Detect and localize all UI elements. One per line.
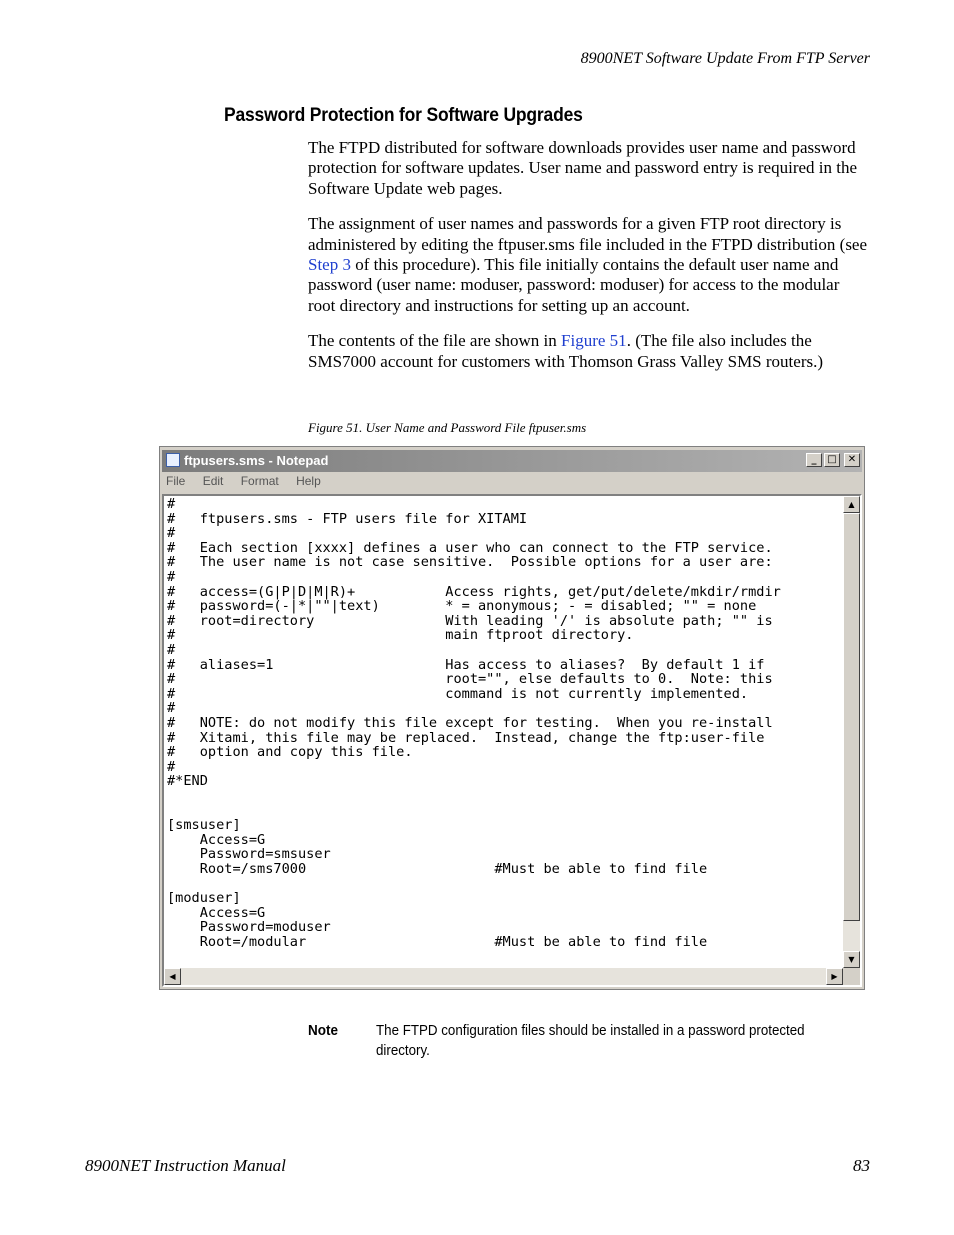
horizontal-scrollbar[interactable] — [164, 968, 843, 985]
note-text: The FTPD configuration files should be installed in a password protected directory. — [376, 1023, 805, 1059]
paragraph-2 — [308, 214, 870, 316]
running-header: 8900NET Software Update From FTP Server — [580, 50, 870, 67]
figure-caption: Figure 51. User Name and Password File ftpuser.sms — [308, 420, 587, 435]
vertical-scroll-thumb[interactable] — [843, 513, 860, 921]
page-number: 83 — [853, 1156, 870, 1175]
menu-help[interactable]: Help — [296, 474, 321, 488]
scroll-right-icon[interactable]: ▶ — [826, 968, 843, 985]
paragraph-3-text-b: . (The file also includes the SMS7000 account for customers with Thomson Grass Valley SMS routers.) — [308, 331, 824, 371]
minimize-icon[interactable]: _ — [806, 453, 822, 467]
menu-edit[interactable]: Edit — [202, 474, 224, 488]
file-contents[interactable]: # # ftpusers.sms - FTP users file for XITAMI # # Each section [xxxx] defines a user who can connect to the FTP service. # The user name is not case sensitive. Possible options for a user are: # # access=(G|P|D|M|R)+ Access rights, get/put/delete/mkdir/rmdir # password=(-|*|""|text) * = anonymous; - = disabled; "" = none # root=directory With leading '/' is absolute path; "" is # main ftproot directory. # # aliases=1 Has access to aliases? By default 1 if # root="", else defaults to 0. Note: this # command is not currently implemented. # # NOTE: do not modify this file except for testing. When you re-install # Xitami, this file may be replaced. Instead, change the ftp:user-file # option and copy this file. # #*END [smsuser] Access=G Password=smsuser Root=/sms7000 #Must be able to find file [moduser] Access=G Password=moduser Root=/modular #Must be able to find file — [167, 496, 781, 950]
note-label: Note — [308, 1022, 339, 1039]
vertical-scrollbar[interactable] — [843, 496, 860, 968]
notepad-window — [159, 446, 865, 990]
scroll-up-icon[interactable]: ▲ — [843, 496, 860, 513]
notepad-title: ftpusers.sms - Notepad — [184, 453, 329, 468]
body-text — [308, 138, 870, 387]
paragraph-3-text-a: The contents of the file are shown in — [308, 331, 562, 351]
menu-file[interactable]: File — [166, 474, 186, 488]
figure-51-link[interactable]: Figure 51 — [561, 331, 627, 351]
notepad-menubar — [166, 474, 335, 488]
maximize-icon[interactable]: □ — [824, 453, 840, 467]
notepad-text-area[interactable] — [162, 494, 862, 987]
step-3-link[interactable]: Step 3 — [308, 255, 351, 275]
paragraph-2-text-b: of this procedure). This file initially contains the default user name and password (user name: moduser, password: moduser) for access to the modular root directory and instructions for setting up an account. — [308, 255, 840, 315]
footer-manual-title: 8900NET Instruction Manual — [85, 1156, 286, 1175]
paragraph-3 — [308, 331, 870, 372]
close-icon[interactable]: ✕ — [844, 453, 860, 467]
scroll-left-icon[interactable]: ◀ — [164, 968, 181, 985]
notepad-icon — [166, 453, 180, 467]
menu-format[interactable]: Format — [240, 474, 279, 488]
paragraph-1: The FTPD distributed for software downloads provides user name and password protection for software updates. User name and password entry is required in the Software Update web pages. — [308, 138, 858, 198]
paragraph-2-text-a: The assignment of user names and passwords for a given FTP root directory is administered by editing the ftpuser.sms file included in the FTPD distribution (see — [308, 214, 868, 254]
notepad-titlebar[interactable] — [162, 450, 862, 472]
section-title: Password Protection for Software Upgrades — [224, 105, 583, 126]
scroll-down-icon[interactable]: ▼ — [843, 951, 860, 968]
resize-grip-icon[interactable] — [843, 968, 860, 985]
